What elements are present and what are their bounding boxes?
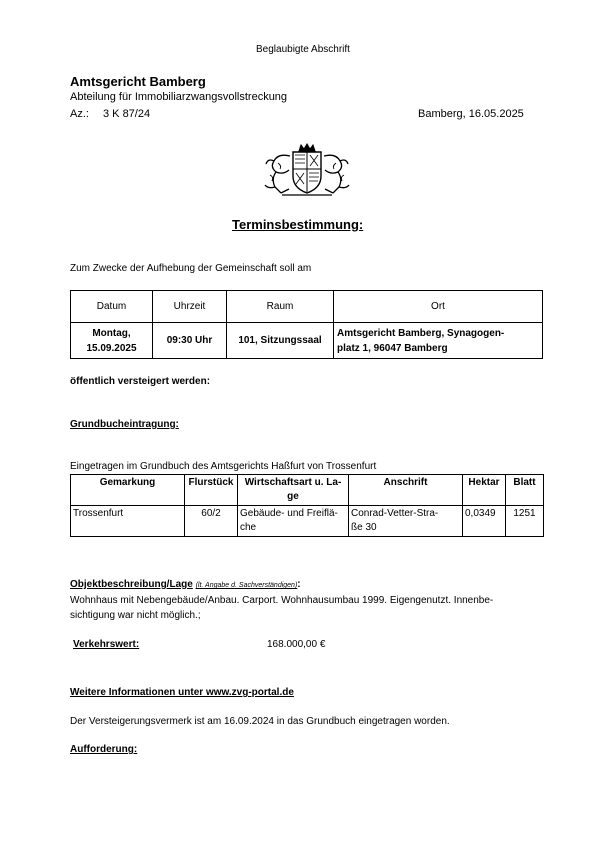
appointment-table-row (71, 323, 543, 359)
cell-wirtschaftsart (238, 506, 349, 537)
header-raum: Raum (227, 291, 334, 323)
cell-anschrift-line1: Conrad-Vetter-Stra- (351, 508, 439, 519)
market-value-label: Verkehrswert: (73, 639, 140, 650)
object-description-heading-line (70, 579, 301, 590)
intro-text: Zum Zwecke der Aufhebung der Gemeinschaft soll am (70, 263, 312, 274)
cell-wirtschaftsart-line2: che (240, 522, 257, 533)
header-flurstueck: Flurstück (185, 475, 238, 506)
place-date: Bamberg, 16.05.2025 (418, 108, 524, 120)
appointment-date (71, 323, 153, 359)
header-blatt: Blatt (506, 475, 544, 506)
header-hektar: Hektar (463, 475, 506, 506)
certified-copy-label: Beglaubigte Abschrift (256, 44, 350, 55)
land-register-heading: Grundbucheintragung: (70, 419, 179, 430)
az-value: 3 K 87/24 (103, 108, 151, 120)
cell-hektar: 0,0349 (463, 506, 506, 537)
appointment-place (334, 323, 543, 359)
header-anschrift: Anschrift (349, 475, 463, 506)
bavarian-coat-of-arms-icon (262, 142, 352, 198)
court-department: Abteilung für Immobiliarzwangsvollstreckung (70, 91, 288, 103)
header-datum: Datum (71, 291, 153, 323)
appointment-place-line1: Amtsgericht Bamberg, Synagogen- (337, 327, 505, 339)
appointment-weekday: Montag, (92, 327, 131, 339)
header-gemarkung: Gemarkung (71, 475, 185, 506)
object-description-line1: Wohnhaus mit Nebengebäude/Anbau. Carport. Wohnhausumbau 1999. Eigengenutzt. Innenbe- (70, 595, 494, 606)
object-description-heading: Objektbeschreibung/Lage (70, 579, 193, 590)
table-row (71, 506, 544, 537)
appointment-place-line2: platz 1, 96047 Bamberg (337, 342, 448, 354)
cell-flurstueck: 60/2 (185, 506, 238, 537)
cell-anschrift-line2: ße 30 (351, 522, 377, 533)
page-title: Terminsbestimmung: (232, 217, 364, 232)
land-register-intro: Eingetragen im Grundbuch des Amtsgerichts Haßfurt von Trossenfurt (70, 461, 377, 472)
header-wirtschaftsart-line1: Wirtschaftsart u. La- (244, 477, 342, 488)
header-wirtschaftsart (238, 475, 349, 506)
request-heading: Aufforderung: (70, 744, 138, 755)
cell-wirtschaftsart-line1: Gebäude- und Freiflä- (240, 508, 338, 519)
land-register-table (70, 474, 544, 537)
more-info-link[interactable]: Weitere Informationen unter www.zvg-portal.de (70, 687, 294, 698)
header-wirtschaftsart-line2: ge (287, 491, 299, 502)
cell-anschrift (349, 506, 463, 537)
appointment-date-value: 15.09.2025 (86, 342, 137, 354)
appointment-table (70, 290, 543, 359)
appointment-table-header (71, 291, 543, 323)
court-name: Amtsgericht Bamberg (70, 74, 206, 89)
object-description-colon: : (297, 579, 301, 590)
object-description-note: (lt. Angabe d. Sachverständigen) (195, 582, 298, 589)
land-register-table-header (71, 475, 544, 506)
appointment-time: 09:30 Uhr (153, 323, 227, 359)
registration-note: Der Versteigerungsvermerk ist am 16.09.2024 in das Grundbuch eingetragen worden. (70, 716, 450, 727)
cell-blatt: 1251 (506, 506, 544, 537)
appointment-room: 101, Sitzungssaal (227, 323, 334, 359)
object-description-line2: sichtigung war nicht möglich.; (70, 610, 201, 621)
auction-text: öffentlich versteigert werden: (70, 376, 211, 387)
cell-gemarkung: Trossenfurt (71, 506, 185, 537)
az-label: Az.: (70, 108, 89, 120)
market-value-amount: 168.000,00 € (267, 639, 326, 650)
header-ort: Ort (334, 291, 543, 323)
header-uhrzeit: Uhrzeit (153, 291, 227, 323)
